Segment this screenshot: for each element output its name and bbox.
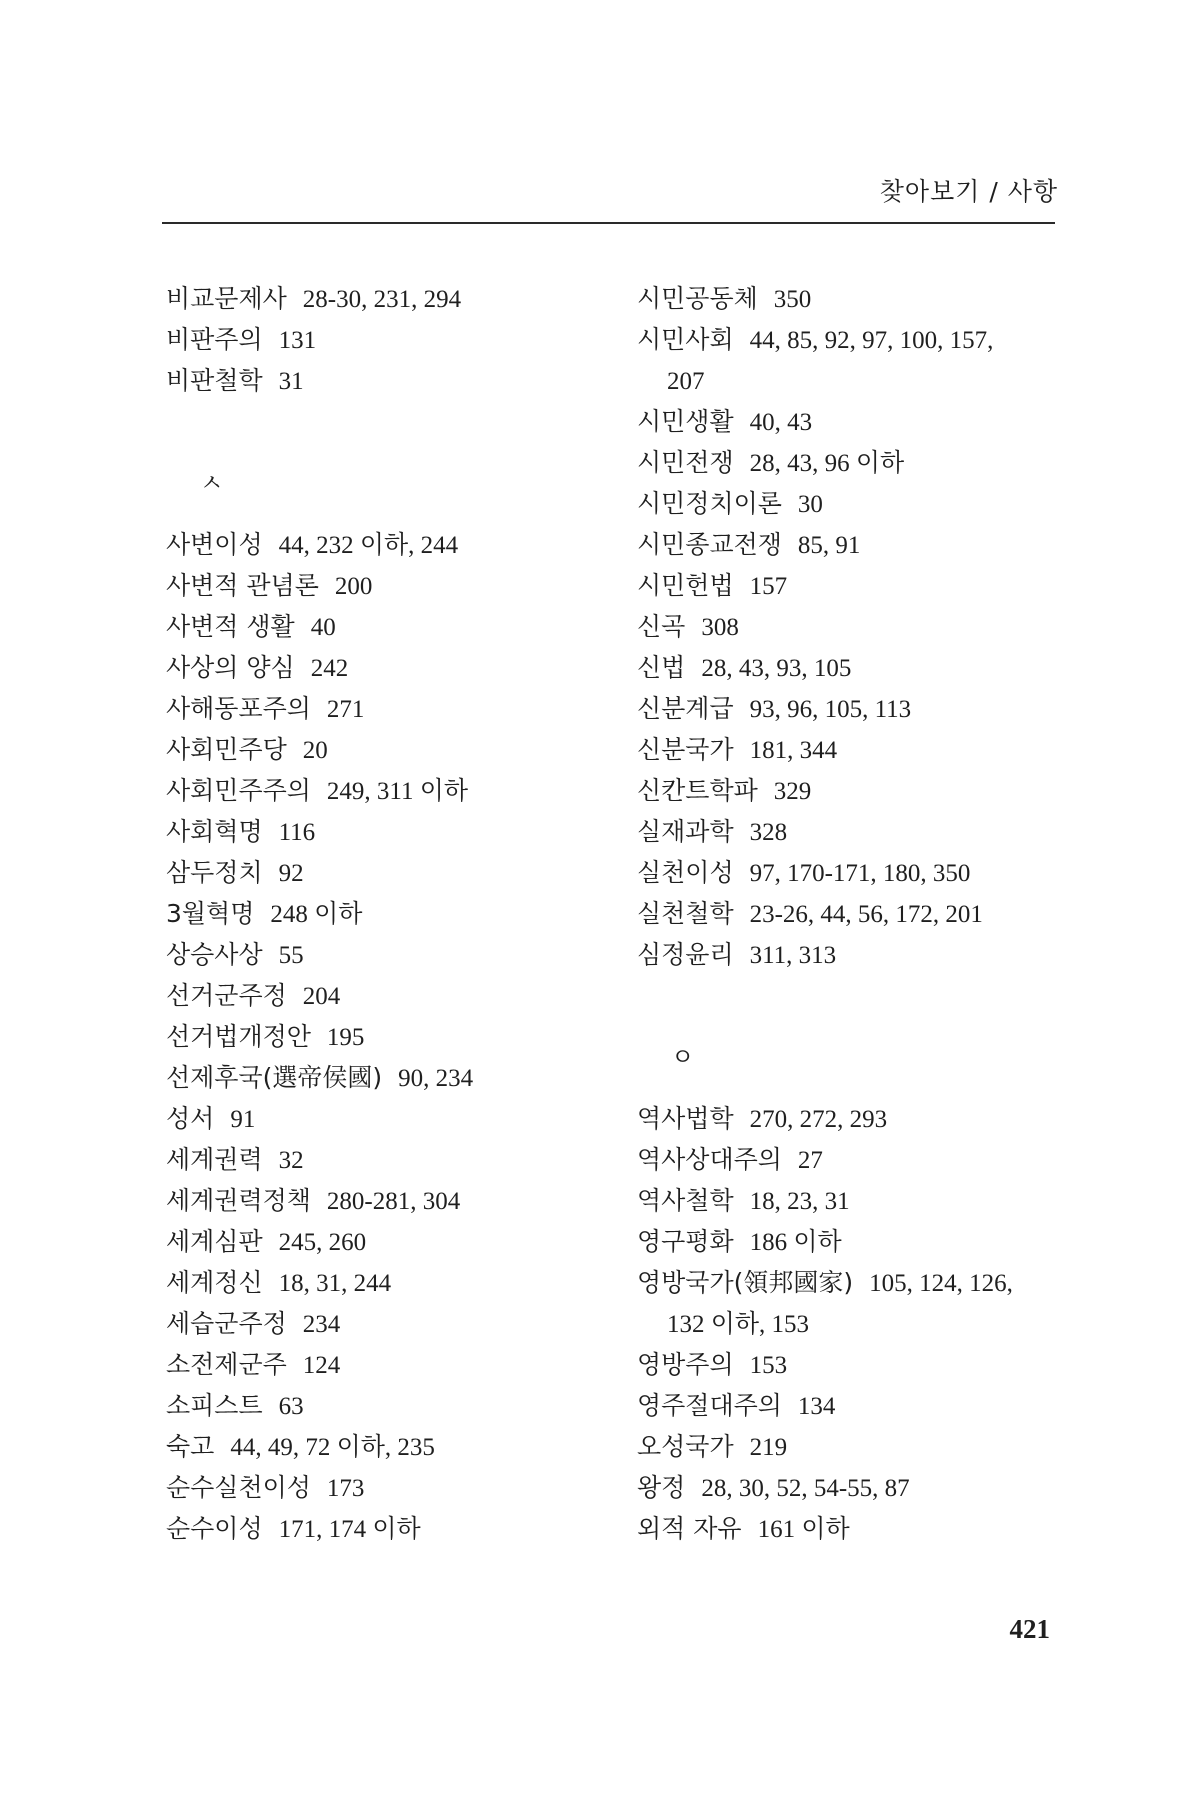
page-number: 421: [1009, 1614, 1050, 1644]
index-entry: [166, 1467, 636, 1508]
index-entry: [166, 852, 636, 893]
index-entry: [637, 565, 1077, 606]
index-term: 시민헌법: [637, 571, 734, 600]
index-entry: [637, 770, 1077, 811]
index-term: 역사법학: [637, 1104, 734, 1133]
index-term: 성서: [166, 1104, 215, 1133]
index-term: 비판주의: [166, 325, 263, 354]
index-entry: [637, 1508, 1077, 1549]
section-letter: ㅅ: [200, 469, 224, 497]
index-entry: [166, 975, 636, 1016]
index-term: 3월혁명: [166, 899, 255, 928]
index-entry: [637, 729, 1077, 770]
index-entry: [637, 1221, 1077, 1262]
index-term: 역사철학: [637, 1186, 734, 1215]
index-term: 소전제군주: [166, 1350, 287, 1379]
index-entry: [637, 1344, 1077, 1385]
index-term: 순수실천이성: [166, 1473, 311, 1502]
index-entry: [637, 606, 1077, 647]
index-pages: 63: [278, 1393, 304, 1420]
index-pages: 85, 91: [797, 532, 861, 559]
index-term: 영방주의: [637, 1350, 734, 1379]
index-pages: 132 이하, 153: [667, 1311, 810, 1338]
index-column-left: [166, 278, 636, 1549]
index-term: 비교문제사: [166, 284, 287, 313]
index-pages: 28, 30, 52, 54-55, 87: [701, 1475, 910, 1502]
index-pages: 234: [302, 1311, 341, 1338]
index-term: 사상의 양심: [166, 653, 295, 682]
index-entry: [166, 319, 636, 360]
index-term: 사회민주주의: [166, 776, 311, 805]
index-pages: 134: [797, 1393, 836, 1420]
section-letter: ㅇ: [671, 1043, 695, 1071]
index-pages: 131: [278, 327, 317, 354]
index-entry: [637, 811, 1077, 852]
header-rule: [162, 222, 1055, 224]
index-pages: 219: [749, 1434, 788, 1461]
index-pages: 204: [302, 983, 341, 1010]
index-column-right: [637, 278, 1077, 1549]
index-entry: [637, 1385, 1077, 1426]
index-term: 신분국가: [637, 735, 734, 764]
index-pages: 248 이하: [270, 901, 363, 928]
index-pages: 186 이하: [749, 1229, 842, 1256]
index-term: 오성국가: [637, 1432, 734, 1461]
index-term: 숙고: [166, 1432, 215, 1461]
index-entry: [637, 852, 1077, 893]
index-term: 실재과학: [637, 817, 734, 846]
index-entry: [166, 606, 636, 647]
index-entry: [637, 1426, 1077, 1467]
index-pages: 207: [667, 368, 705, 395]
index-term: 시민전쟁: [637, 448, 734, 477]
index-pages: 124: [302, 1352, 341, 1379]
index-pages: 181, 344: [749, 737, 838, 764]
index-term: 신칸트학파: [637, 776, 758, 805]
index-term: 세계심판: [166, 1227, 263, 1256]
index-pages: 23-26, 44, 56, 172, 201: [749, 901, 983, 928]
index-entry: [637, 688, 1077, 729]
index-entry: [166, 893, 636, 934]
index-entry: [166, 688, 636, 729]
index-term: 사변적 관념론: [166, 571, 319, 600]
index-entry: [637, 278, 1077, 319]
index-pages: 92: [278, 860, 304, 887]
index-term: 사회민주당: [166, 735, 287, 764]
index-entry: [166, 1139, 636, 1180]
index-entry: [166, 811, 636, 852]
index-entry: [166, 1344, 636, 1385]
index-pages: 350: [773, 286, 812, 313]
index-term: 순수이성: [166, 1514, 263, 1543]
index-term: 삼두정치: [166, 858, 263, 887]
index-term: 실천이성: [637, 858, 734, 887]
index-term: 영구평화: [637, 1227, 734, 1256]
index-pages: 32: [278, 1147, 304, 1174]
index-pages: 242: [310, 655, 349, 682]
index-term: 신곡: [637, 612, 686, 641]
index-pages: 249, 311 이하: [326, 778, 469, 805]
index-term: 세계권력: [166, 1145, 263, 1174]
index-term: 상승사상: [166, 940, 263, 969]
index-entry: [166, 1180, 636, 1221]
index-entry: [166, 729, 636, 770]
index-pages: 329: [773, 778, 812, 805]
index-pages: 200: [334, 573, 373, 600]
index-pages: 18, 23, 31: [749, 1188, 850, 1215]
index-entry: [166, 1221, 636, 1262]
index-pages: 97, 170-171, 180, 350: [749, 860, 971, 887]
index-entry: [166, 1262, 636, 1303]
index-entry: [166, 770, 636, 811]
index-term: 사회혁명: [166, 817, 263, 846]
index-entry: [166, 1057, 636, 1098]
index-pages: 161 이하: [757, 1516, 850, 1543]
index-entry: [637, 442, 1077, 483]
index-pages: 91: [230, 1106, 256, 1133]
index-term: 사변이성: [166, 530, 263, 559]
index-pages: 40: [310, 614, 336, 641]
index-entry: [166, 524, 636, 565]
index-pages: 44, 232 이하, 244: [278, 532, 459, 559]
index-term: 선제후국(選帝侯國): [166, 1063, 383, 1092]
spacer: [637, 975, 1077, 1016]
index-entry: [166, 1016, 636, 1057]
index-term: 세계정신: [166, 1268, 263, 1297]
index-pages: 308: [701, 614, 739, 641]
index-entry: [166, 1508, 636, 1549]
index-entry: [637, 1180, 1077, 1221]
index-entry: [166, 278, 636, 319]
index-entry: [637, 893, 1077, 934]
index-term: 세계권력정책: [166, 1186, 311, 1215]
index-term: 영방국가(領邦國家): [637, 1268, 854, 1297]
index-entry: [166, 647, 636, 688]
index-term: 신법: [637, 653, 686, 682]
index-pages: 55: [278, 942, 304, 969]
index-pages: 153: [749, 1352, 788, 1379]
index-entry: [166, 1426, 636, 1467]
index-term: 실천철학: [637, 899, 734, 928]
running-head: 찾아보기 / 사항: [879, 177, 1058, 206]
index-entry: [637, 1139, 1077, 1180]
index-pages: 280-281, 304: [326, 1188, 461, 1215]
index-entry: [166, 1385, 636, 1426]
index-term: 사해동포주의: [166, 694, 311, 723]
index-term: 소피스트: [166, 1391, 263, 1420]
index-pages: 28-30, 231, 294: [302, 286, 462, 313]
index-term: 시민종교전쟁: [637, 530, 782, 559]
index-term: 왕정: [637, 1473, 686, 1502]
index-pages: 245, 260: [278, 1229, 367, 1256]
index-term: 사변적 생활: [166, 612, 295, 641]
index-entry: [637, 1262, 1077, 1303]
index-pages: 171, 174 이하: [278, 1516, 421, 1543]
index-entry: [637, 483, 1077, 524]
index-pages: 27: [797, 1147, 823, 1174]
index-pages: 270, 272, 293: [749, 1106, 888, 1133]
index-pages: 93, 96, 105, 113: [749, 696, 912, 723]
index-term: 심정윤리: [637, 940, 734, 969]
index-pages: 44, 85, 92, 97, 100, 157,: [749, 327, 994, 354]
index-entry: [166, 360, 636, 401]
index-pages: 28, 43, 96 이하: [749, 450, 905, 477]
index-term: 선거군주정: [166, 981, 287, 1010]
index-term: 영주절대주의: [637, 1391, 782, 1420]
index-pages: 105, 124, 126,: [869, 1270, 1013, 1297]
index-entry: [166, 565, 636, 606]
index-pages: 157: [749, 573, 788, 600]
index-entry: [637, 319, 1077, 360]
spacer: [166, 401, 636, 442]
index-pages: 173: [326, 1475, 365, 1502]
index-entry: [166, 934, 636, 975]
index-pages: 195: [326, 1024, 365, 1051]
index-entry: [637, 401, 1077, 442]
index-entry: [637, 934, 1077, 975]
index-term: 시민정치이론: [637, 489, 782, 518]
index-pages: 328: [749, 819, 788, 846]
index-entry: [637, 524, 1077, 565]
index-term: 시민사회: [637, 325, 734, 354]
index-entry: [637, 1098, 1077, 1139]
index-term: 외적 자유: [637, 1514, 742, 1543]
index-term: 역사상대주의: [637, 1145, 782, 1174]
index-term: 선거법개정안: [166, 1022, 311, 1051]
index-pages: 40, 43: [749, 409, 813, 436]
index-term: 시민생활: [637, 407, 734, 436]
index-pages: 18, 31, 244: [278, 1270, 392, 1297]
index-entry: [637, 647, 1077, 688]
index-pages: 90, 234: [398, 1065, 474, 1092]
index-pages: 44, 49, 72 이하, 235: [230, 1434, 435, 1461]
index-pages: 116: [278, 819, 316, 846]
index-term: 신분계급: [637, 694, 734, 723]
index-term: 시민공동체: [637, 284, 758, 313]
index-entry: [166, 1303, 636, 1344]
index-entry: [166, 1098, 636, 1139]
index-pages: 271: [326, 696, 365, 723]
index-pages-continuation: [637, 1303, 1077, 1344]
index-pages: 311, 313: [749, 942, 837, 969]
index-entry: [637, 1467, 1077, 1508]
index-pages: 28, 43, 93, 105: [701, 655, 852, 682]
index-term: 비판철학: [166, 366, 263, 395]
index-pages-continuation: [637, 360, 1077, 401]
index-pages: 31: [278, 368, 304, 395]
index-term: 세습군주정: [166, 1309, 287, 1338]
index-pages: 30: [797, 491, 823, 518]
index-pages: 20: [302, 737, 328, 764]
